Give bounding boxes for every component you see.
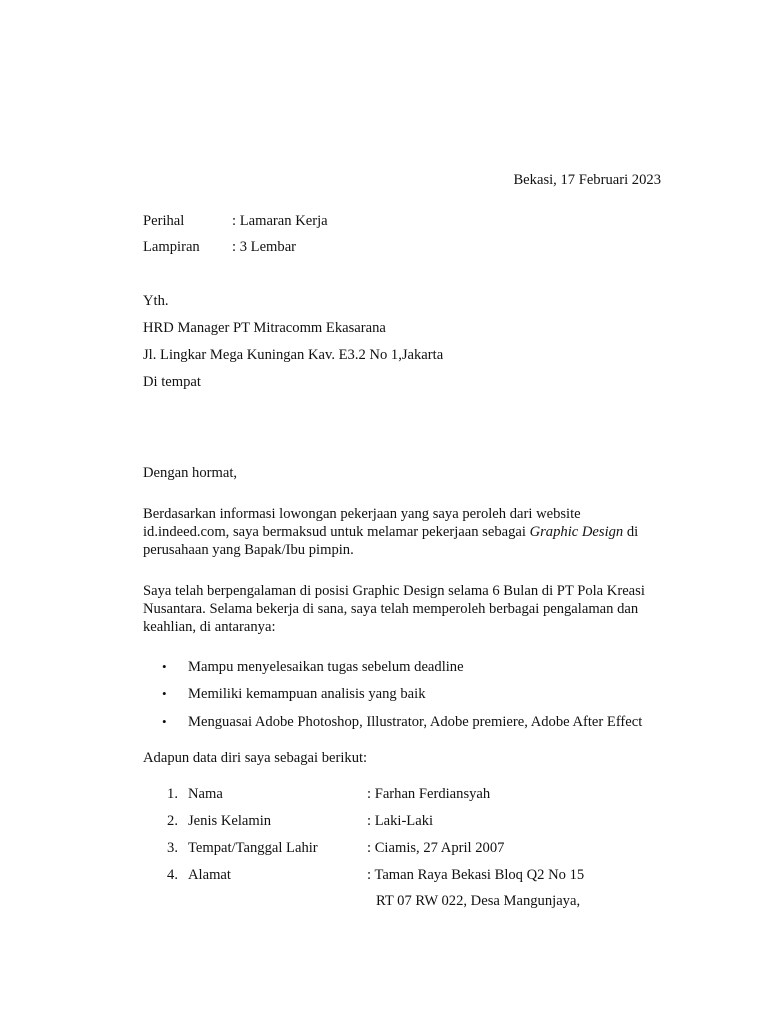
list-number: 4. — [167, 867, 178, 883]
personal-intro: Adapun data diri saya sebagai berikut: — [143, 750, 368, 766]
personal-value: : Laki-Laki — [367, 813, 434, 829]
list-number: 3. — [167, 840, 178, 856]
position-emphasis: Graphic Design — [529, 524, 624, 540]
paragraph-application — [143, 505, 668, 559]
subject-value: : Lamaran Kerja — [232, 213, 328, 229]
recipient-line: Di tempat — [143, 374, 201, 390]
recipient-line: Yth. — [143, 293, 169, 309]
attachment-label: Lampiran — [143, 239, 200, 255]
bullet-icon: • — [162, 714, 167, 729]
paragraph-text: di perusahaan yang Bapak/Ibu pimpin. — [143, 524, 639, 558]
place-date: Bekasi, 17 Februari 2023 — [513, 172, 661, 188]
skill-item: Menguasai Adobe Photoshop, Illustrator, Adobe premiere, Adobe After Effect — [188, 714, 643, 730]
personal-label: Nama — [188, 786, 223, 802]
bullet-icon: • — [162, 686, 167, 701]
bullet-icon: • — [162, 659, 167, 674]
list-number: 1. — [167, 786, 178, 802]
recipient-line: HRD Manager PT Mitracomm Ekasarana — [143, 320, 386, 336]
personal-label: Tempat/Tanggal Lahir — [188, 840, 318, 856]
personal-value: : Ciamis, 27 April 2007 — [367, 840, 505, 856]
subject-label: Perihal — [143, 213, 185, 229]
personal-label: Alamat — [188, 867, 231, 883]
recipient-line: Jl. Lingkar Mega Kuningan Kav. E3.2 No 1,Jakarta — [143, 347, 444, 363]
address-continued: RT 07 RW 022, Desa Mangunjaya, — [376, 893, 581, 909]
personal-label: Jenis Kelamin — [188, 813, 272, 829]
skill-item: Memiliki kemampuan analisis yang baik — [188, 686, 426, 702]
paragraph-experience: Saya telah berpengalaman di posisi Graphic Design selama 6 Bulan di PT Pola Kreasi Nusantara. Selama bekerja di sana, saya telah memperoleh berbagai pengalaman dan keahlian, di antaranya: — [143, 583, 645, 635]
list-number: 2. — [167, 813, 178, 829]
personal-value: : Farhan Ferdiansyah — [367, 786, 491, 802]
greeting: Dengan hormat, — [143, 465, 238, 481]
attachment-value: : 3 Lembar — [232, 239, 297, 255]
skill-item: Mampu menyelesaikan tugas sebelum deadline — [188, 659, 464, 675]
paragraph-text: Berdasarkan informasi lowongan pekerjaan yang saya peroleh dari website id.indeed.com, saya bermaksud untuk melamar pekerjaan sebagai — [143, 506, 581, 540]
personal-value: : Taman Raya Bekasi Bloq Q2 No 15 — [367, 867, 585, 883]
